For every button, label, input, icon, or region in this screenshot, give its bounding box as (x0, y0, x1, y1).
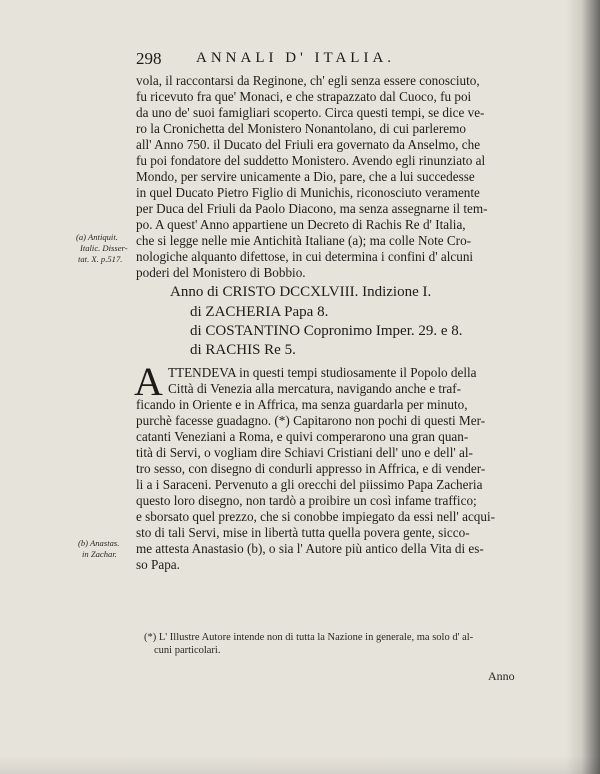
text-line: purchè facesse guadagno. (*) Capitarono non pochi di questi Mer- (136, 413, 486, 428)
text-line: questo loro disegno, non tardò a proibire un così infame traffico; (136, 493, 477, 508)
margin-note-a-line: tat. X. p.517. (78, 254, 123, 264)
year-heading-line: di ZACHERIA Papa 8. (190, 304, 329, 320)
text-line: me attesta Anastasio (b), o sia l' Autore più antico della Vita di es- (136, 541, 484, 556)
year-heading-line: di RACHIS Re 5. (190, 342, 296, 358)
margin-note-a-line: Italic. Disser- (80, 243, 128, 253)
text-line: sto di tali Servi, mise in libertà tutta quella povera gente, siccο- (136, 525, 470, 540)
drop-cap: A (134, 359, 163, 404)
text-line: vola, il raccontarsi da Reginone, ch' egli senza essere conosciuto, (136, 73, 480, 88)
text-line: catanti Veneziani a Roma, e quivi comperarono una gran quan- (136, 429, 469, 444)
text-line: TTENDEVA in questi tempi studiosamente il Popolo della (168, 365, 477, 380)
text-line: all' Anno 750. il Ducato del Friuli era governato da Anselmo, che (136, 137, 481, 152)
text-line: tro sesso, con disegno di condurli appresso in Affrica, e di vender- (136, 461, 486, 476)
text-line: in quel Ducato Pietro Figlio di Munichis, riconosciuto veramente (136, 185, 480, 200)
text-line: po. A quest' Anno appartiene un Decreto di Rachis Re d' Italia, (136, 217, 466, 232)
catchword: Anno (488, 669, 515, 683)
text-line: tità di Servi, o vogliam dire Schiavi Cristiani dell' uno e dell' al- (136, 445, 473, 460)
footnote-line: cuni particolari. (154, 645, 221, 656)
text-line: so Papa. (136, 557, 180, 572)
text-line: poderi del Monistero di Bobbio. (136, 265, 306, 280)
running-title: ANNALI D' ITALIA. (196, 50, 396, 66)
text-line: che si legge nelle mie Antichità Italiane (a); ma colle Note Cro- (136, 233, 472, 248)
page-number: 298 (136, 49, 162, 68)
year-heading-line: di COSTANTINO Copronimo Imper. 29. e 8. (190, 323, 463, 339)
text-line: fu ricevuto fra que' Monaci, e che strapazzato dal Cuoco, fu poi (136, 89, 472, 104)
text-line: Mondo, per servire unicamente a Dio, pare, che a lui succedesse (136, 169, 475, 184)
paragraph-2 (136, 0, 541, 774)
page-gutter-shadow (566, 0, 600, 774)
text-line: nologiche alquanto difettose, in cui determina i confini d' alcuni (136, 249, 474, 264)
text-line: ficando in Oriente e in Affrica, ma senza guardarla per minuto, (136, 397, 468, 412)
margin-note-b-line: (b) Anastas. (78, 538, 120, 548)
margin-note-b-line: in Zachar. (82, 549, 117, 559)
text-line: fu poi fondatore del suddetto Monistero. Avendo egli rinunziato al (136, 153, 486, 168)
footnote-line: (*) L' Illustre Autore intende non di tutta la Nazione in generale, ma solo d' al- (144, 632, 474, 643)
text-line: e sborsato quel prezzo, che si conobbe impiegato da essi nell' acqui- (136, 509, 496, 524)
margin-note-a-line: (a) Antiquit. (76, 232, 118, 242)
page-bottom-shadow (0, 756, 600, 774)
text-line: ro la Cronichetta del Monistero Nonantolano, di cui parleremo (136, 121, 466, 136)
text-line: li a i Saraceni. Pervenuto a gli orecchi del piissimo Papa Zacheria (136, 477, 483, 492)
text-line: da uno de' suoi famigliari scoperto. Circa questi tempi, se dice ve- (136, 105, 485, 120)
year-heading-line: Anno di CRISTO DCCXLVIII. Indizione I. (170, 284, 432, 300)
text-line: Città di Venezia alla mercatura, navigando anche e traf- (168, 381, 462, 396)
text-line: per Duca del Friuli da Paolo Diacono, ma senza assegnarne il tem- (136, 201, 488, 216)
